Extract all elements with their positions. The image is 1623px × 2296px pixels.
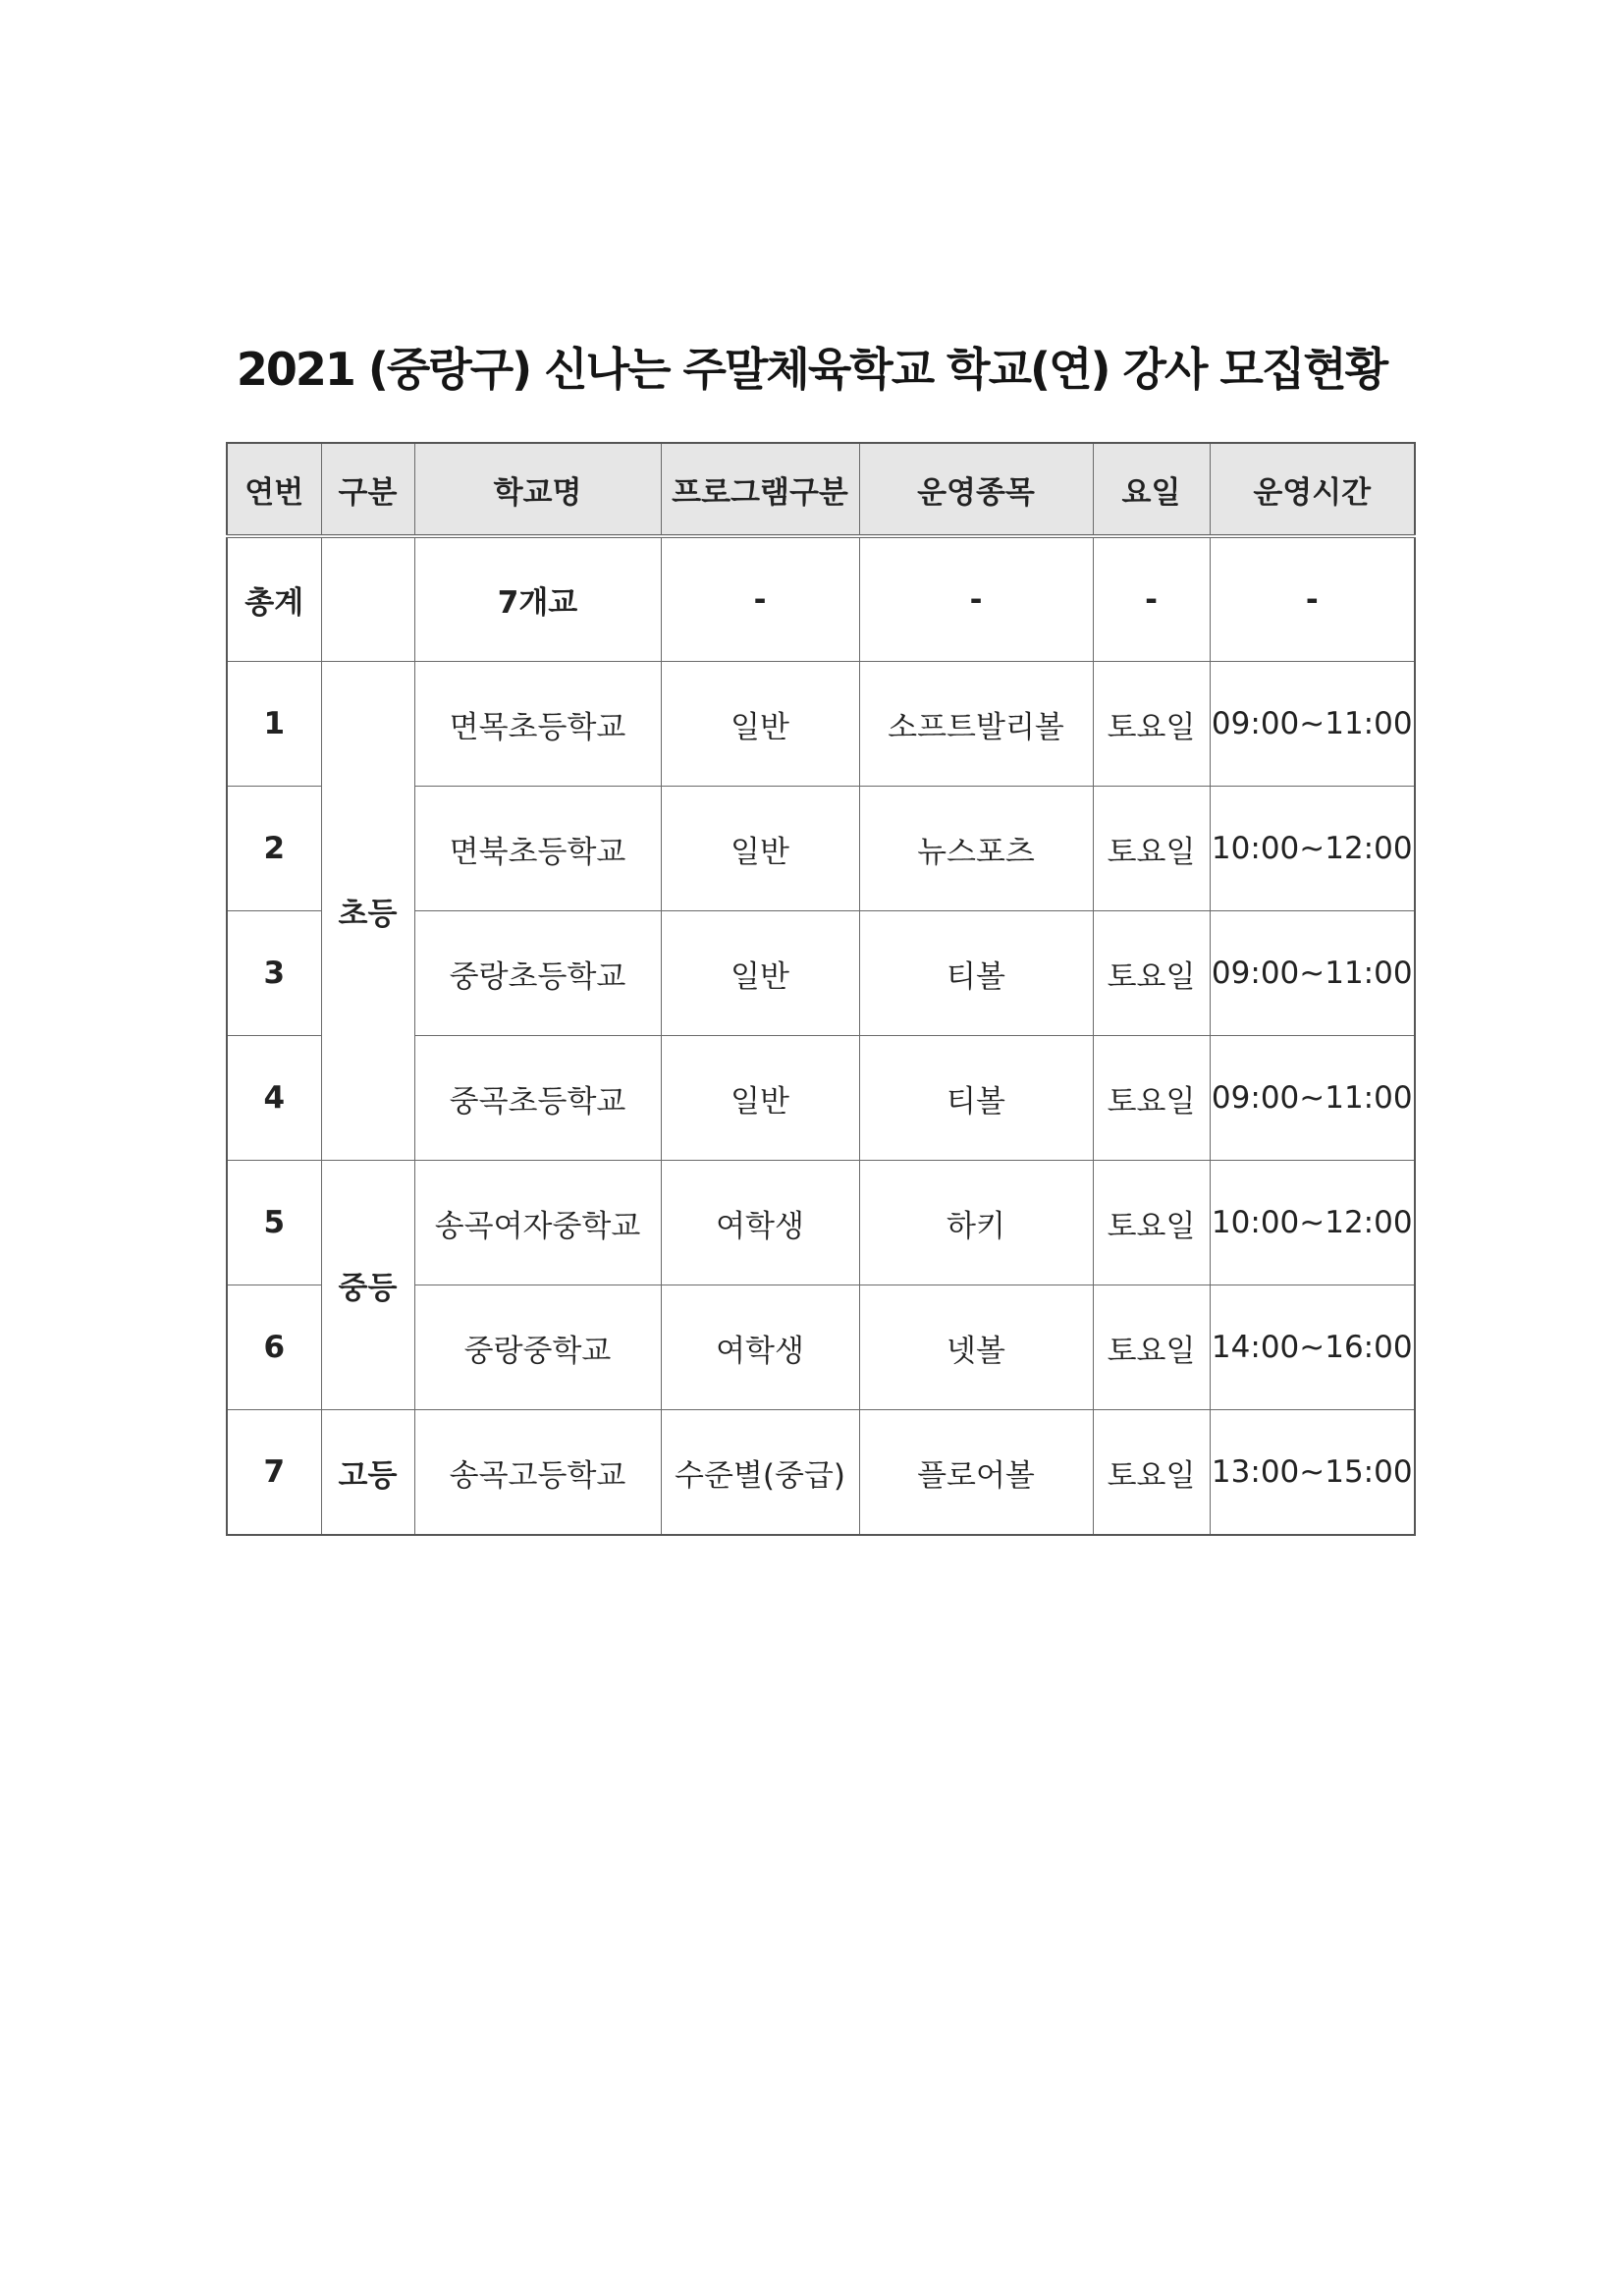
row-sport: 플로어볼 xyxy=(859,1410,1093,1536)
row-time: 09:00~11:00 xyxy=(1210,662,1415,787)
row-no: 6 xyxy=(227,1285,321,1410)
row-school: 송곡여자중학교 xyxy=(414,1161,661,1285)
header-no: 연번 xyxy=(227,443,321,536)
row-school: 중곡초등학교 xyxy=(414,1036,661,1161)
row-time: 09:00~11:00 xyxy=(1210,911,1415,1036)
row-sport: 티볼 xyxy=(859,1036,1093,1161)
table-row xyxy=(227,1410,1415,1536)
row-day: 토요일 xyxy=(1093,662,1210,787)
total-sport: - xyxy=(859,536,1093,662)
row-school: 면목초등학교 xyxy=(414,662,661,787)
header-school: 학교명 xyxy=(414,443,661,536)
document-title: 2021 (중랑구) 신나는 주말체육학교 학교(연) 강사 모집현황 xyxy=(236,343,1387,396)
category-middle: 중등 xyxy=(321,1161,414,1410)
table-row xyxy=(227,662,1415,787)
category-elementary: 초등 xyxy=(321,662,414,1161)
row-sport: 소프트발리볼 xyxy=(859,662,1093,787)
row-day: 토요일 xyxy=(1093,911,1210,1036)
total-day: - xyxy=(1093,536,1210,662)
row-school: 중랑초등학교 xyxy=(414,911,661,1036)
row-time: 10:00~12:00 xyxy=(1210,787,1415,911)
row-time: 14:00~16:00 xyxy=(1210,1285,1415,1410)
row-program: 일반 xyxy=(661,911,859,1036)
row-no: 7 xyxy=(227,1410,321,1536)
header-day: 요일 xyxy=(1093,443,1210,536)
row-program: 일반 xyxy=(661,662,859,787)
category-high: 고등 xyxy=(321,1410,414,1536)
row-no: 1 xyxy=(227,662,321,787)
header-category: 구분 xyxy=(321,443,414,536)
row-school: 송곡고등학교 xyxy=(414,1410,661,1536)
row-program: 여학생 xyxy=(661,1161,859,1285)
total-school-count: 7개교 xyxy=(414,536,661,662)
total-time: - xyxy=(1210,536,1415,662)
recruitment-table xyxy=(226,442,1416,1536)
row-program: 일반 xyxy=(661,787,859,911)
row-day: 토요일 xyxy=(1093,1410,1210,1536)
total-row xyxy=(227,536,1415,662)
header-sport: 운영종목 xyxy=(859,443,1093,536)
row-no: 3 xyxy=(227,911,321,1036)
row-day: 토요일 xyxy=(1093,1036,1210,1161)
table-row xyxy=(227,1161,1415,1285)
header-row xyxy=(227,443,1415,536)
row-program: 일반 xyxy=(661,1036,859,1161)
row-no: 2 xyxy=(227,787,321,911)
row-sport: 티볼 xyxy=(859,911,1093,1036)
row-program: 여학생 xyxy=(661,1285,859,1410)
total-label: 총계 xyxy=(227,536,321,662)
row-no: 5 xyxy=(227,1161,321,1285)
header-time: 운영시간 xyxy=(1210,443,1415,536)
row-school: 중랑중학교 xyxy=(414,1285,661,1410)
total-program: - xyxy=(661,536,859,662)
total-category xyxy=(321,536,414,662)
header-program: 프로그램구분 xyxy=(661,443,859,536)
row-time: 09:00~11:00 xyxy=(1210,1036,1415,1161)
row-no: 4 xyxy=(227,1036,321,1161)
row-sport: 뉴스포츠 xyxy=(859,787,1093,911)
row-day: 토요일 xyxy=(1093,787,1210,911)
row-program: 수준별(중급) xyxy=(661,1410,859,1536)
row-sport: 하키 xyxy=(859,1161,1093,1285)
row-time: 10:00~12:00 xyxy=(1210,1161,1415,1285)
row-school: 면북초등학교 xyxy=(414,787,661,911)
row-day: 토요일 xyxy=(1093,1285,1210,1410)
row-day: 토요일 xyxy=(1093,1161,1210,1285)
row-sport: 넷볼 xyxy=(859,1285,1093,1410)
row-time: 13:00~15:00 xyxy=(1210,1410,1415,1536)
